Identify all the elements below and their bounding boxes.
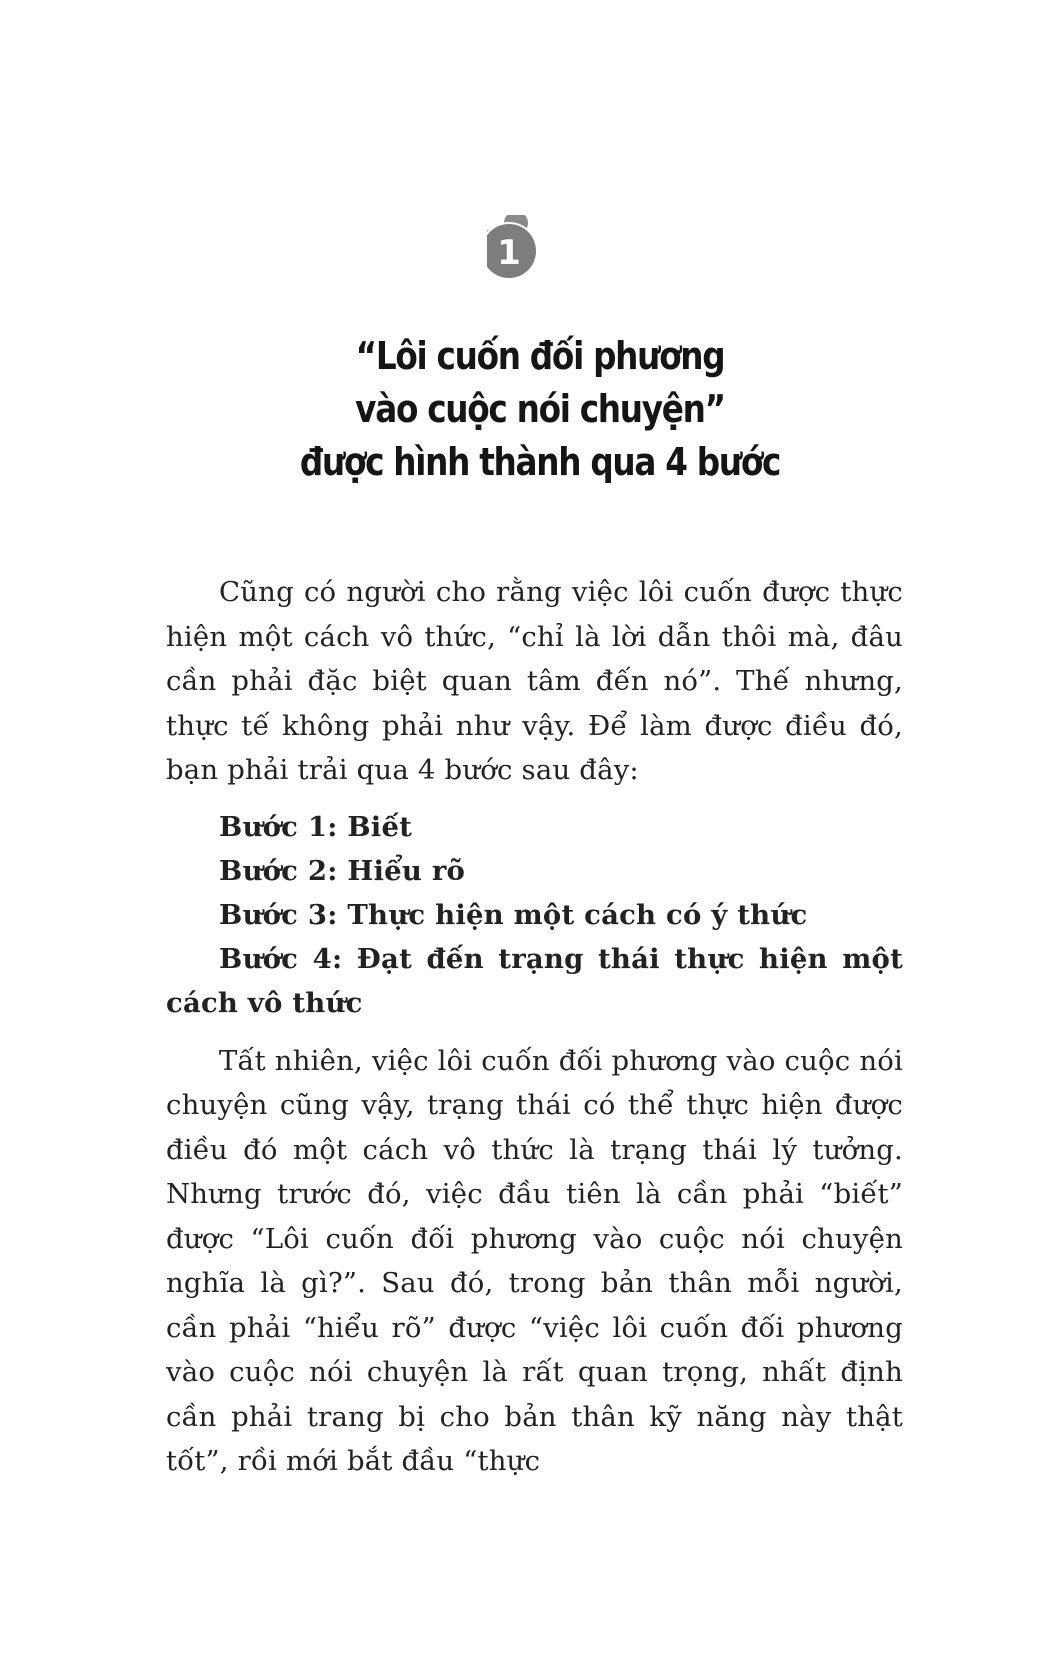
step-3: Bước 3: Thực hiện một cách có ý thức bbox=[219, 898, 808, 931]
chapter-number-badge bbox=[487, 215, 567, 295]
step-1: Bước 1: Biết bbox=[219, 810, 413, 843]
chapter-number: 1 bbox=[497, 233, 521, 273]
chapter-title-line-1: “Lôi cuốn đối phương bbox=[355, 334, 725, 378]
paragraph-intro: Cũng có người cho rằng việc lôi cuốn được thực hiện một cách vô thức, “chỉ là lời dẫn thôi mà, đâu cần phải đặc biệt quan tâm đến nó”. Thế nhưng, thực tế không phải như vậy. Để làm được điều đó, bạn phải trải qua 4 bước sau đây: bbox=[166, 576, 903, 786]
chapter-title bbox=[205, 330, 876, 489]
step-4: Bước 4: Đạt đến trạng thái thực hiện một cách vô thức bbox=[166, 942, 903, 1019]
paragraph-explanation: Tất nhiên, việc lôi cuốn đối phương vào cuộc nói chuyện cũng vậy, trạng thái có thể thực hiện được điều đó một cách vô thức là trạng thái lý tưởng. Nhưng trước đó, việc đầu tiên là cần phải “biết” được “Lôi cuốn đối phương vào cuộc nói chuyện nghĩa là gì?”. Sau đó, trong bản thân mỗi người, cần phải “hiểu rõ” được “việc lôi cuốn đối phương vào cuộc nói chuyện là rất quan trọng, nhất định cần phải trang bị cho bản thân kỹ năng này thật tốt”, rồi mới bắt đầu “thực bbox=[166, 1044, 904, 1477]
chapter-title-line-3: được hình thành qua 4 bước bbox=[299, 440, 781, 484]
bubble-badge-icon bbox=[487, 215, 567, 295]
chapter-title-line-2: vào cuộc nói chuyện” bbox=[355, 387, 725, 431]
step-2: Bước 2: Hiểu rõ bbox=[219, 854, 466, 887]
body-text bbox=[166, 570, 903, 1484]
step-list bbox=[166, 805, 903, 1025]
